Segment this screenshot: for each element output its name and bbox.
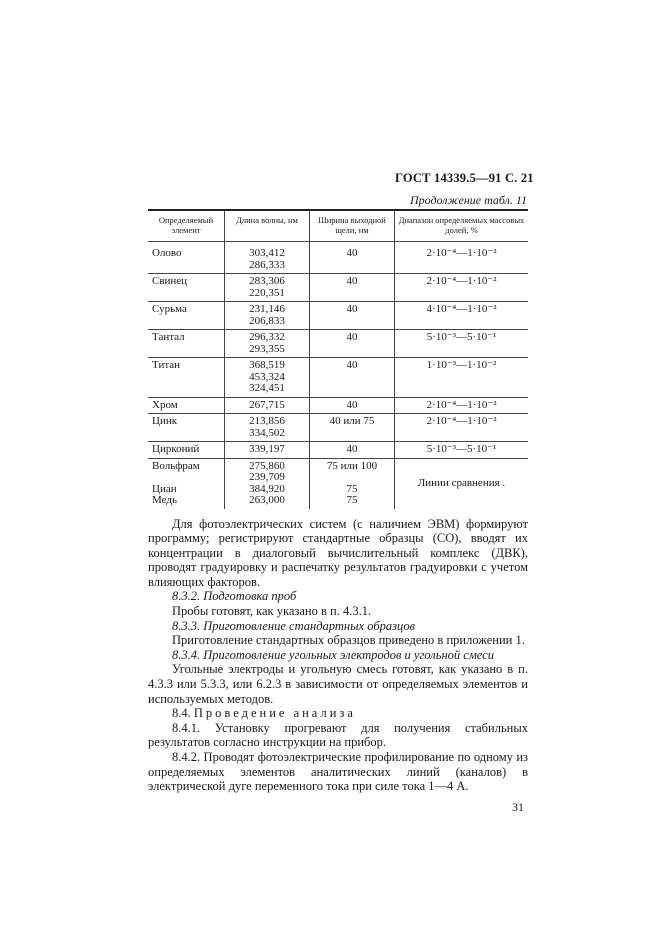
body-text: [148, 517, 528, 794]
paragraph: Угольные электроды и угольную смесь готовят, как указано в п. 4.3.3 или 5.3.3, или 6.2.3 в зависимости от определяемых элементов и используемых методов.: [148, 662, 528, 706]
element-cell: Цирконий: [148, 442, 225, 459]
section-heading: 8.3.2. Подготовка проб: [172, 589, 297, 604]
range-cell: 4·10⁻⁴—1·10⁻²: [395, 302, 529, 330]
range-cell: 1·10⁻³—1·10⁻²: [395, 358, 529, 398]
table-row: [148, 302, 528, 330]
range-cell: 5·10⁻³—5·10⁻¹: [395, 330, 529, 358]
range-cell: 2·10⁻⁴—1·10⁻²: [395, 242, 529, 274]
slit-cell: 40: [310, 442, 395, 459]
table-continuation-caption: Продолжение табл. 11: [409, 193, 527, 207]
table-row: [148, 442, 528, 459]
element-cell: Тантал: [148, 330, 225, 358]
reference-lines-row: [148, 458, 528, 509]
paragraph: Приготовление стандартных образцов приведено в приложении 1.: [172, 633, 525, 648]
wavelengths-cell: 368,519 453,324 324,451: [225, 358, 310, 398]
wavelengths-cell: 339,197: [225, 442, 310, 459]
page-number: 31: [512, 799, 524, 814]
standard-header: ГОСТ 14339.5—91 С. 21: [395, 171, 534, 185]
range-cell: 2·10⁻⁴—1·10⁻²: [395, 414, 529, 442]
reference-note-cell: Линии сравнения .: [395, 458, 529, 509]
section-title: Проведение анализа: [193, 706, 356, 721]
table-row: [148, 358, 528, 398]
table-row: [148, 397, 528, 414]
column-header: Ширина выходной щели, нм: [310, 210, 395, 242]
element-cell: Сурьма: [148, 302, 225, 330]
slit-cell: 40: [310, 397, 395, 414]
wavelengths-cell: 303,412 286,333: [225, 242, 310, 274]
element-cell: Титан: [148, 358, 225, 398]
paragraph: 8.4.1. Установку прогревают для получения стабильных результатов согласно инструкции на прибор.: [148, 720, 528, 750]
wavelengths-cell: 296,332 293,355: [225, 330, 310, 358]
column-header: Определяемый элемент: [148, 210, 225, 242]
wavelength-cell: 275,860 239,709 384,920 263,000: [225, 458, 310, 509]
slit-cell: 40: [310, 330, 395, 358]
paragraph: 8.4.2. Проводят фотоэлектрические профилирование по одному из определяемых элементов аналитических линий (каналов) в электрической дуге переменного тока при силе тока 1—4 А.: [148, 750, 528, 794]
column-header: Диапазон определяемых массовых долей, %: [395, 210, 529, 242]
slit-cell: 75 или 100 75 75: [310, 458, 395, 509]
section-heading: 8.3.3. Приготовление стандартных образцов: [172, 618, 416, 633]
paragraph: Пробы готовят, как указано в п. 4.3.1.: [172, 604, 372, 619]
column-header: Длина волны, нм: [225, 210, 310, 242]
slit-cell: 40: [310, 274, 395, 302]
element-cell: Вольфрам Циан Медь: [152, 459, 200, 506]
element-cell: Олово: [148, 242, 225, 274]
range-cell: 2·10⁻⁴—1·10⁻²: [395, 274, 529, 302]
range-cell: 2·10⁻⁴—1·10⁻²: [395, 397, 529, 414]
section-heading: [148, 706, 528, 721]
table-row: [148, 414, 528, 442]
section-heading: 8.3.4. Приготовление угольных электродов и угольной смеси: [172, 647, 494, 662]
wavelengths-cell: 283,306 220,351: [225, 274, 310, 302]
element-cell: Свинец: [148, 274, 225, 302]
slit-cell: 40: [310, 302, 395, 330]
element-cell: Цинк: [148, 414, 225, 442]
table-row: [148, 274, 528, 302]
wavelengths-cell: 231,146 206,833: [225, 302, 310, 330]
slit-cell: 40 или 75: [310, 414, 395, 442]
slit-cell: 40: [310, 358, 395, 398]
wavelengths-cell: 267,715: [225, 397, 310, 414]
range-cell: 5·10⁻³—5·10⁻¹: [395, 442, 529, 459]
section-number: 8.4.: [172, 706, 191, 721]
table-row: [148, 242, 528, 274]
wavelengths-cell: 213,856 334,502: [225, 414, 310, 442]
table-row: [148, 330, 528, 358]
slit-cell: 40: [310, 242, 395, 274]
element-cell: Хром: [148, 397, 225, 414]
page-content: [148, 209, 528, 814]
paragraph: Для фотоэлектрических систем (с наличием ЭВМ) формируют программу; регистрируют стандартные образцы (СО), вводят их концентрации в диалоговый вычислительный комплекс (ДВК), проводят градуировку и распечатку результатов градуировки с учетом влияющих факторов.: [148, 516, 528, 589]
spectral-lines-table: [148, 209, 528, 509]
table-header-row: [148, 210, 528, 242]
